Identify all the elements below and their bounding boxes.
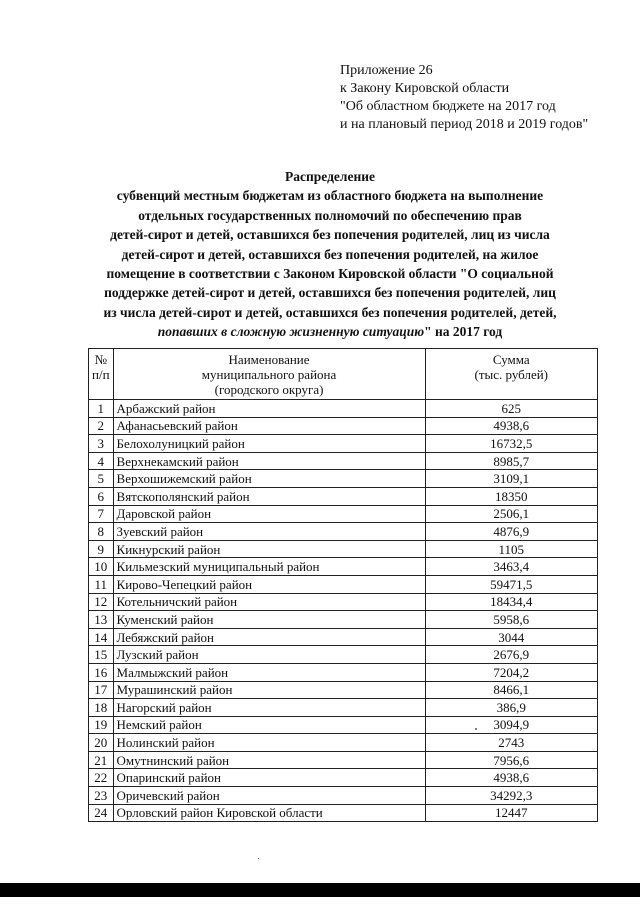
row-number: 12 [89, 593, 114, 611]
row-amount: 3044 [425, 628, 597, 646]
row-district-name: Зуевский район [113, 523, 425, 541]
table-row [89, 751, 598, 769]
scan-speck [475, 728, 477, 730]
table-row [89, 663, 598, 681]
header-num-line: п/п [92, 366, 110, 382]
row-amount: 18434,4 [425, 593, 597, 611]
table-row [89, 787, 598, 805]
row-number: 18 [89, 699, 114, 717]
row-number: 20 [89, 734, 114, 752]
table-row [89, 769, 598, 787]
row-district-name: Арбажский район [113, 400, 425, 418]
table-row [89, 646, 598, 664]
header-num-line: № [94, 351, 107, 367]
row-amount: 2743 [425, 734, 597, 752]
table-row [89, 628, 598, 646]
row-amount: 1105 [425, 540, 597, 558]
row-number: 1 [89, 400, 114, 418]
row-amount: 625 [425, 400, 597, 418]
row-number: 19 [89, 716, 114, 734]
row-number: 24 [89, 804, 114, 822]
row-amount: 5958,6 [425, 611, 597, 629]
row-number: 3 [89, 435, 114, 453]
annex-line: Приложение 26 [340, 63, 433, 78]
row-number: 15 [89, 646, 114, 664]
table-row [89, 505, 598, 523]
table-row [89, 681, 598, 699]
annex-line: к Закону Кировской области [340, 81, 510, 96]
row-district-name: Оричевский район [113, 787, 425, 805]
row-amount: 8985,7 [425, 452, 597, 470]
row-number: 16 [89, 663, 114, 681]
table-row [89, 487, 598, 505]
header-num [89, 349, 114, 400]
scan-border-bar [0, 883, 640, 897]
row-amount: 34292,3 [425, 787, 597, 805]
row-amount: 12447 [425, 804, 597, 822]
title-line: из числа детей-сирот и детей, оставшихся без попечения родителей, детей, [103, 304, 557, 320]
table-row [89, 435, 598, 453]
row-amount: 2506,1 [425, 505, 597, 523]
table-header-row [89, 349, 598, 400]
table-row [89, 540, 598, 558]
title-line: детей-сирот и детей, оставшихся без попечения родителей, на жилое [121, 246, 539, 262]
row-amount: 7956,6 [425, 751, 597, 769]
title-heading: Распределение [284, 169, 376, 184]
annex-block [340, 62, 630, 134]
row-amount: 386,9 [425, 699, 597, 717]
row-amount: 3463,4 [425, 558, 597, 576]
table-body [89, 400, 598, 822]
subsidy-table [88, 348, 598, 822]
row-number: 2 [89, 417, 114, 435]
row-amount: 8466,1 [425, 681, 597, 699]
row-number: 14 [89, 628, 114, 646]
row-district-name: Вятскополянский район [113, 487, 425, 505]
row-number: 5 [89, 470, 114, 488]
header-name [113, 349, 425, 400]
table-row [89, 400, 598, 418]
row-district-name: Верхнекамский район [113, 452, 425, 470]
header-name-line: Наименование [228, 351, 310, 367]
row-number: 11 [89, 575, 114, 593]
table-row [89, 593, 598, 611]
row-amount: 7204,2 [425, 663, 597, 681]
table-row [89, 734, 598, 752]
table-row [89, 470, 598, 488]
table-row [89, 611, 598, 629]
table-row [89, 716, 598, 734]
row-district-name: Опаринский район [113, 769, 425, 787]
row-amount: 3109,1 [425, 470, 597, 488]
row-number: 13 [89, 611, 114, 629]
title-italic-part: попавших в сложную жизненную ситуацию [157, 324, 425, 340]
row-district-name: Лебяжский район [113, 628, 425, 646]
row-district-name: Малмыжский район [113, 663, 425, 681]
row-district-name: Верхошижемский район [113, 470, 425, 488]
row-number: 8 [89, 523, 114, 541]
row-district-name: Немский район [113, 716, 425, 734]
header-sum-line: Сумма [492, 351, 530, 367]
title-line: отдельных государственных полномочий по обеспечению прав [138, 207, 522, 223]
row-amount: 4876,9 [425, 523, 597, 541]
table-row [89, 452, 598, 470]
row-district-name: Куменский район [113, 611, 425, 629]
row-amount: 16732,5 [425, 435, 597, 453]
title-rest-part: " на 2017 год [424, 324, 503, 340]
row-number: 17 [89, 681, 114, 699]
row-district-name: Нолинский район [113, 734, 425, 752]
row-amount: 2676,9 [425, 646, 597, 664]
document-title [70, 167, 590, 342]
row-amount: 3094,9 [425, 716, 597, 734]
title-line: поддержке детей-сирот и детей, оставшихся без попечения родителей, лиц [104, 285, 556, 301]
scan-speck [258, 858, 259, 859]
title-line: помещение в соответствии с Законом Кировской области "О социальной [106, 266, 554, 282]
row-amount: 59471,5 [425, 575, 597, 593]
row-district-name: Кильмезский муниципальный район [113, 558, 425, 576]
row-district-name: Лузский район [113, 646, 425, 664]
row-district-name: Котельничский район [113, 593, 425, 611]
table-row [89, 558, 598, 576]
title-line: субвенций местным бюджетам из областного бюджета на выполнение [116, 188, 544, 204]
row-number: 10 [89, 558, 114, 576]
table-row [89, 417, 598, 435]
row-district-name: Омутнинский район [113, 751, 425, 769]
table-row [89, 523, 598, 541]
row-amount: 4938,6 [425, 769, 597, 787]
row-district-name: Белохолуницкий район [113, 435, 425, 453]
header-name-line: (городского округа) [214, 381, 324, 397]
row-number: 6 [89, 487, 114, 505]
row-number: 7 [89, 505, 114, 523]
row-district-name: Даровской район [113, 505, 425, 523]
title-line-last [70, 322, 590, 341]
row-district-name: Мурашинский район [113, 681, 425, 699]
row-number: 21 [89, 751, 114, 769]
table-row [89, 575, 598, 593]
row-number: 9 [89, 540, 114, 558]
annex-line: "Об областном бюджете на 2017 год [340, 99, 556, 114]
annex-line: и на плановый период 2018 и 2019 годов" [340, 117, 589, 132]
header-sum [425, 349, 597, 400]
row-district-name: Кирово-Чепецкий район [113, 575, 425, 593]
row-number: 4 [89, 452, 114, 470]
row-number: 22 [89, 769, 114, 787]
title-line: детей-сирот и детей, оставшихся без попечения родителей, лиц из числа [110, 227, 550, 243]
row-district-name: Нагорский район [113, 699, 425, 717]
table-row [89, 699, 598, 717]
row-district-name: Орловский район Кировской области [113, 804, 425, 822]
row-amount: 18350 [425, 487, 597, 505]
table-row [89, 804, 598, 822]
row-number: 23 [89, 787, 114, 805]
header-name-line: муниципального района [201, 366, 337, 382]
row-amount: 4938,6 [425, 417, 597, 435]
row-district-name: Кикнурский район [113, 540, 425, 558]
row-district-name: Афанасьевский район [113, 417, 425, 435]
header-sum-line: (тыс. рублей) [474, 366, 549, 382]
